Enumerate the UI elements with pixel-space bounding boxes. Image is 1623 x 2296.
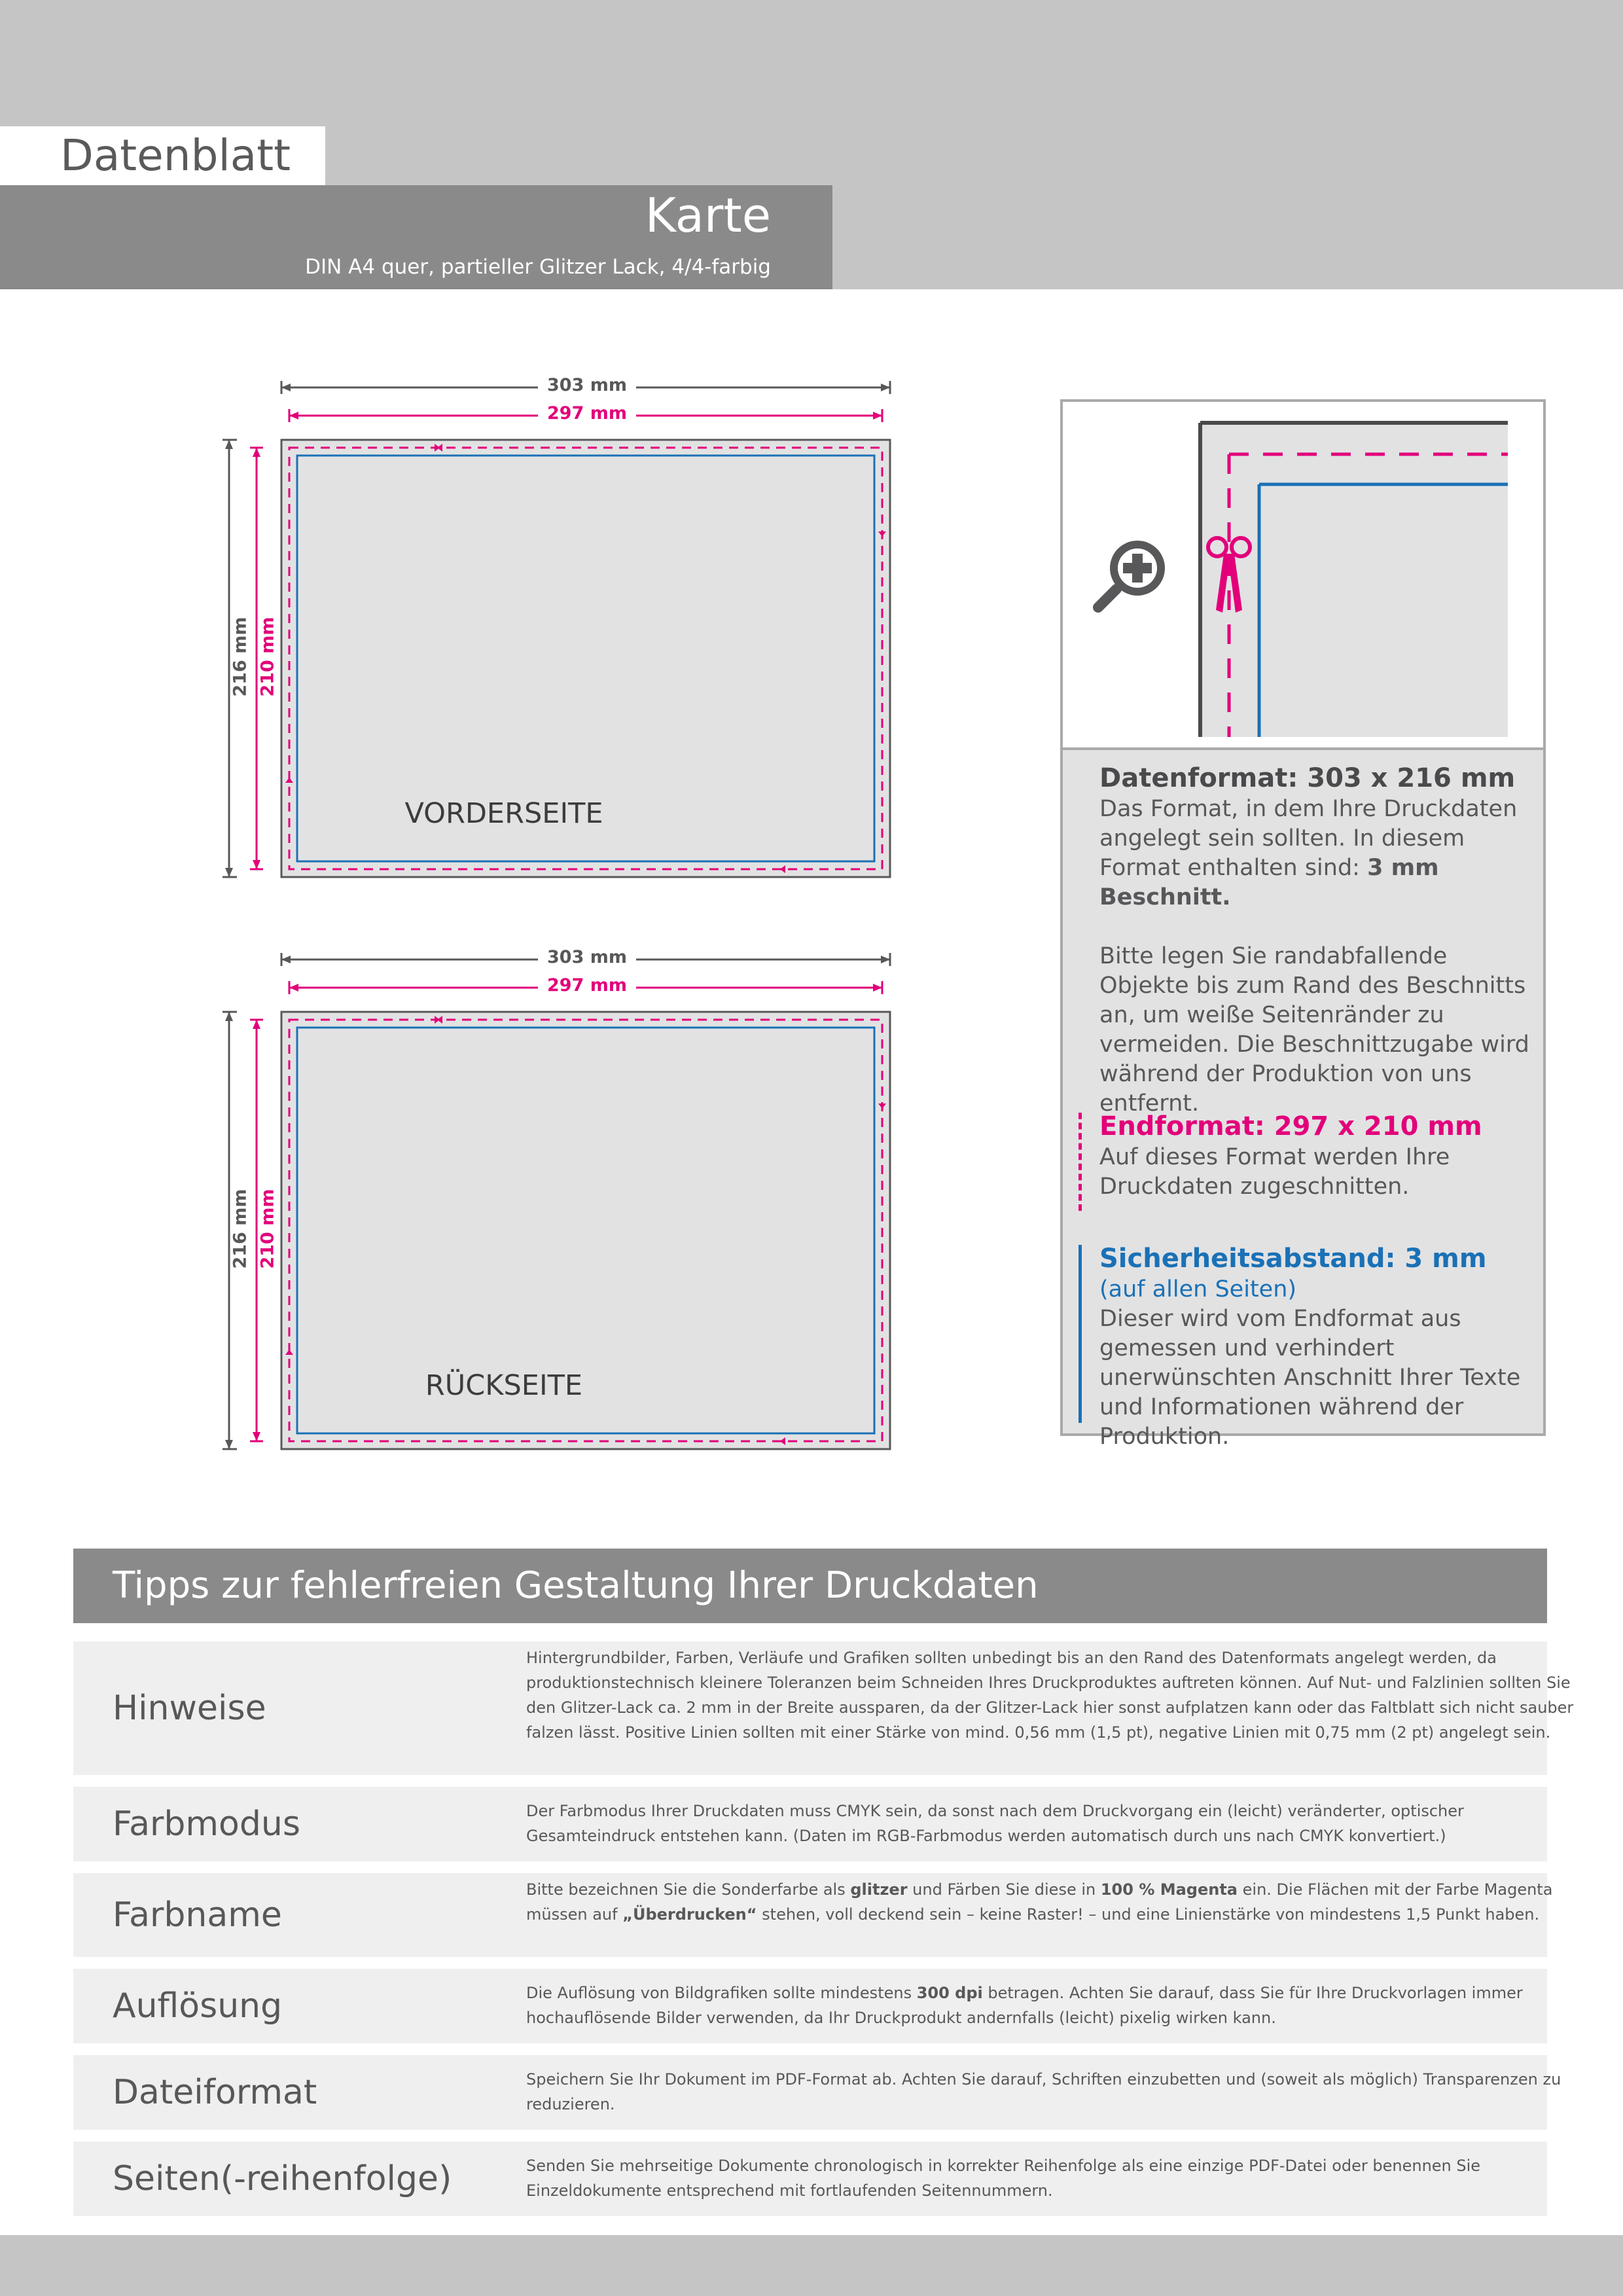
diagram-front xyxy=(209,367,910,890)
tip-row-farbmodus xyxy=(73,1787,1547,1861)
dim-final-height: 210 mm xyxy=(258,610,278,703)
sicherheit-block xyxy=(1099,1242,1538,1452)
tip-text: Der Farbmodus Ihrer Druckdaten muss CMYK sein, da sonst nach dem Druckvorgang ein (leicht) veränderter, optischer Gesamteindruck entstehen kann. (Daten im RGB-Farbmodus werden automatisch durch uns nach CMYK konvertiert.) xyxy=(526,1802,1464,1845)
tip-label: Farbmodus xyxy=(113,1804,300,1844)
diagram-back xyxy=(209,939,910,1462)
tip-row-hinweise xyxy=(73,1641,1574,1775)
scissors-icon xyxy=(1204,533,1254,618)
tip-text: Die Auflösung von Bildgrafiken sollte mindestens 300 dpi betragen. Achten Sie darauf, dass Sie für Ihre Druckvorlagen immer hochauflösende Bilder verwenden, da Ihr Druckprodukt andernfalls (leicht) pixelig wirken kann. xyxy=(526,1984,1523,2027)
endformat-title: Endformat: 297 x 210 mm xyxy=(1099,1111,1482,1141)
tip-row-farbname xyxy=(73,1873,1553,1957)
tips-header xyxy=(73,1549,1547,1623)
dim-data-height: 216 mm xyxy=(230,1182,251,1275)
endformat-block xyxy=(1099,1110,1538,1202)
tip-row-aufloesung xyxy=(73,1969,1547,2043)
dim-data-width: 303 mm xyxy=(538,947,636,967)
tip-text: Senden Sie mehrseitige Dokumente chronologisch in korrekter Reihenfolge als eine einzige PDF-Datei oder benennen Sie Einzeldokumente entsprechend mit fortlaufenden Seitennummern. xyxy=(526,2157,1481,2200)
tip-row-dateiformat xyxy=(73,2055,1561,2130)
doc-title: Datenblatt xyxy=(60,130,291,181)
zoom-detail xyxy=(1063,402,1543,747)
tip-text: Bitte bezeichnen Sie die Sonderfarbe als glitzer und Färben Sie diese in 100 % Magenta ein. Die Flächen mit der Farbe Magenta müssen auf „Überdrucken“ stehen, voll deckend sein – keine Raster! – und eine Linienstärke von mindestens 1,5 Punkt haben. xyxy=(526,1880,1553,1924)
tip-text: Hintergrundbilder, Farben, Verläufe und Grafiken sollten unbedingt bis an den Rand des Datenformats angelegt werden, da produktionstechnisch kleinere Toleranzen beim Schneiden Ihres Druckproduktes auftreten können. Auf Nut- und Falzlinien sollten Sie den Glitzer-Lack ca. 2 mm in der Breite aussparen, da der Glitzer-Lack hier sonst aufplatzen kann oder das Faltblatt sich nicht sauber falzen lässt. Positive Linien sollten mit einer Stärke von mind. 0,56 mm (1,5 pt), negative Linien mit 0,75 mm (2 pt) angelegt sein. xyxy=(526,1649,1574,1742)
dim-final-width: 297 mm xyxy=(538,975,636,996)
datenformat-block xyxy=(1099,762,1538,1119)
datenformat-text: Das Format, in dem Ihre Druckdaten angelegt sein sollten. In diesem Format enthalten sind: 3 mm Beschnitt. xyxy=(1099,796,1518,910)
endformat-text: Auf dieses Format werden Ihre Druckdaten zugeschnitten. xyxy=(1099,1144,1450,1200)
footer-band xyxy=(0,2235,1623,2296)
sicherheit-text: Dieser wird vom Endformat aus gemessen und verhindert unerwünschten Anschnitt Ihrer Texte und Informationen während der Produktion. xyxy=(1099,1306,1521,1450)
dim-final-width: 297 mm xyxy=(538,403,636,423)
info-panel xyxy=(1060,399,1546,1450)
info-text xyxy=(1063,747,1543,1450)
dim-data-width: 303 mm xyxy=(538,375,636,395)
tip-row-seiten xyxy=(73,2142,1547,2216)
sicherheit-marker xyxy=(1079,1245,1082,1423)
side-label-back: RÜCKSEITE xyxy=(425,1369,583,1402)
side-label-front: VORDERSEITE xyxy=(404,797,603,830)
tip-label: Farbname xyxy=(113,1895,282,1935)
tip-label: Auflösung xyxy=(113,1986,283,2026)
tip-label: Hinweise xyxy=(113,1689,266,1728)
dim-final-height: 210 mm xyxy=(258,1182,278,1275)
sicherheit-title: Sicherheitsabstand: 3 mm xyxy=(1099,1244,1487,1274)
tip-label: Dateiformat xyxy=(113,2073,317,2112)
tip-label: Seiten(-reihenfolge) xyxy=(113,2159,452,2198)
endformat-marker xyxy=(1079,1113,1082,1211)
datenformat-title: Datenformat: 303 x 216 mm xyxy=(1099,763,1516,793)
product-details: DIN A4 quer, partieller Glitzer Lack, 4/4-farbig xyxy=(305,255,771,279)
magnifier-plus-icon xyxy=(1090,533,1175,618)
dim-data-height: 216 mm xyxy=(230,610,251,703)
tips-title: Tipps zur fehlerfreien Gestaltung Ihrer Druckdaten xyxy=(113,1564,1039,1607)
datenformat-text-2: Bitte legen Sie randabfallende Objekte bis zum Rand des Beschnitts an, um weiße Seitenränder zu vermeiden. Die Beschnittzugabe wird während der Produktion von uns entfernt. xyxy=(1099,943,1529,1117)
sicherheit-subtitle: (auf allen Seiten) xyxy=(1099,1276,1297,1302)
tip-text: Speichern Sie Ihr Dokument im PDF-Format ab. Achten Sie darauf, Schriften einzubetten und (soweit als möglich) Transparenzen zu reduzieren. xyxy=(526,2070,1561,2113)
product-title: Karte xyxy=(645,188,771,243)
